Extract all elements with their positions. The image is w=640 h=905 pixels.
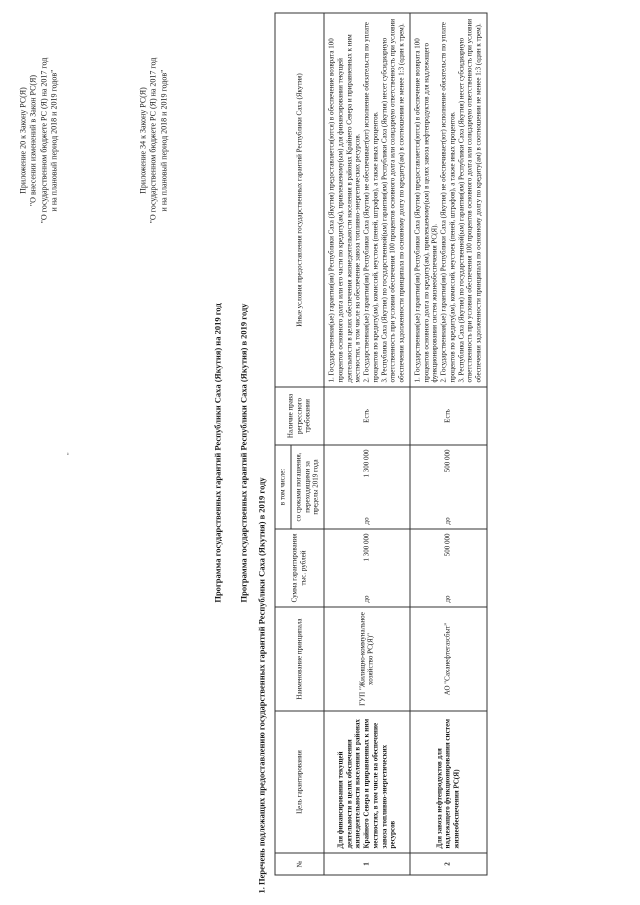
col-header-conditions: Иные условия предоставления государственных гарантий Республики Саха (Якутия) [275, 12, 324, 386]
row-incl-prefix: до [324, 506, 410, 528]
section-heading: 1. Перечень подлежащих предоставлению государственных гарантий Республики Саха (Якутия) в 2019 году [256, 476, 266, 893]
appendix-line: "О внесении изменений в Закон РС(Я) [28, 74, 38, 206]
table-row [409, 12, 486, 874]
col-header-num: № [275, 853, 324, 875]
condition-item: 1. Государственная(ые) гарантия(ии) Республики Саха (Якутия) предоставляется(ются) в обеспечение возврата 100 процентов основного долга по кредиту(ам), привлекаемому(ым) в целях завоза нефтепродуктов для надлежащего функционирования систем жизнеобеспечения РС(Я). [412, 37, 439, 382]
scan-mark: " [65, 451, 74, 455]
row-purpose: Для завоза нефтепродуктов для надлежащего функционирования систем жизнеобеспечения РС(Я) [409, 711, 486, 853]
row-num: 2 [409, 853, 486, 875]
condition-item: 3. Республика Саха (Якутия) по государственной(ым) гарантии(ям) Республики Саха (Якутия) несет субсидиарную ответственность при условии обеспечения 100 процентов основного долга или солидарную ответственность при условии обеспечения задолженности принципала по основному долгу по кредиту(ам) в соотношении не менее 1:3 (один к трем). [379, 18, 405, 382]
row-amount: 1 300 000 [324, 528, 410, 584]
appendix-note-2 [138, 20, 169, 260]
table-row [324, 12, 410, 874]
row-regress: Есть [324, 386, 410, 444]
row-conditions [324, 12, 410, 386]
appendix-line: и на плановый период 2018 и 2019 годов" [158, 69, 168, 211]
row-regress: Есть [409, 386, 486, 444]
appendix-line: и на плановый период 2018 и 2019 годов" [49, 69, 59, 211]
condition-item: 2. Государственная(ые) гарантия(ии) Республики Саха (Якутия) не обеспечивает(ют) исполнение обязательств по уплате процентов по кредиту(ам), комиссий, неустоек (пеней, штрафов), а также иных процентов. [439, 21, 456, 382]
row-num: 1 [324, 853, 410, 875]
condition-item: 1. Государственная(ые) гарантия(ии) Республики Саха (Якутия) предоставляется(ются) в обеспечение возврата 100 процентов основного долга или его части по кредиту(ам), привлекаемому(ым) для финансирования текущей деятельности в целях обеспечения жизнедеятельности населения в районах Крайнего Севера и приравненных к ним местностях, в том числе на обеспечение завоза топливно-энергетических ресурсов. [327, 33, 362, 382]
row-amount-prefix: до [324, 585, 410, 607]
row-amount-prefix: до [409, 585, 486, 607]
program-title: Программа государственных гарантий Республики Саха (Якутия) на 2019 год [212, 302, 222, 603]
col-header-regress: Наличие права регрессного требования [275, 386, 324, 444]
appendix-line: "О государственном бюджете РС (Я) на 2017 год [38, 57, 48, 223]
col-header-purpose: Цель гарантирования [275, 711, 324, 853]
program-subtitle: Программа государственных гарантий Республики Саха (Якутия) в 2019 году [238, 302, 248, 603]
condition-item: 3. Республика Саха (Якутия) по государственной(ым) гарантии(ям) Республики Саха (Якутия) несет субсидиарную ответственность при условии обеспечения 100 процентов основного долга или солидарную ответственность при условии обеспечения задолженности принципала по основному долгу по кредиту(ам) в соотношении не менее 1:3 (один к трем). [456, 18, 482, 382]
row-principal: ГУП "Жилищно-коммунальное хозяйство РС(Я)" [324, 607, 410, 711]
row-incl-amount: 1 300 000 [324, 444, 410, 506]
col-header-amount: Сумма гарантирования тыс. рублей [275, 528, 324, 606]
row-incl-prefix: до [409, 506, 486, 528]
col-header-including-sub: со сроками погашения, переходящими за пределы 2019 года [290, 444, 323, 528]
appendix-line: Приложение 20 к Закону РС(Я) [18, 86, 27, 194]
table-header-row [275, 12, 291, 874]
row-amount: 500 000 [409, 528, 486, 584]
col-header-principal: Наименование принципала [275, 607, 324, 711]
row-purpose: Для финансирования текущей деятельности в целях обеспечения жизнедеятельности населения в районах Крайнего Севера и приравненных к ним местностях, в том числе на обеспечение завоза топливно-энергетических ресурсов [324, 711, 410, 853]
appendix-line: Приложение 34 к Закону РС(Я) [138, 86, 147, 194]
appendix-line: "О государственном бюджете РС (Я) на 2017 год [148, 57, 158, 223]
row-principal: АО "Саханефтегазсбыт" [409, 607, 486, 711]
appendix-note-1 [18, 20, 60, 260]
row-conditions [409, 12, 486, 386]
condition-item: 2. Государственная(ые) гарантия(ии) Республики Саха (Якутия) не обеспечивает(ют) исполнение обязательств по уплате процентов по кредиту(ам), комиссий, неустоек (пеней, штрафов), а также иных процентов. [362, 21, 379, 382]
col-header-including: в том числе: [275, 444, 291, 528]
row-incl-amount: 500 000 [409, 444, 486, 506]
guarantees-table [274, 12, 487, 875]
